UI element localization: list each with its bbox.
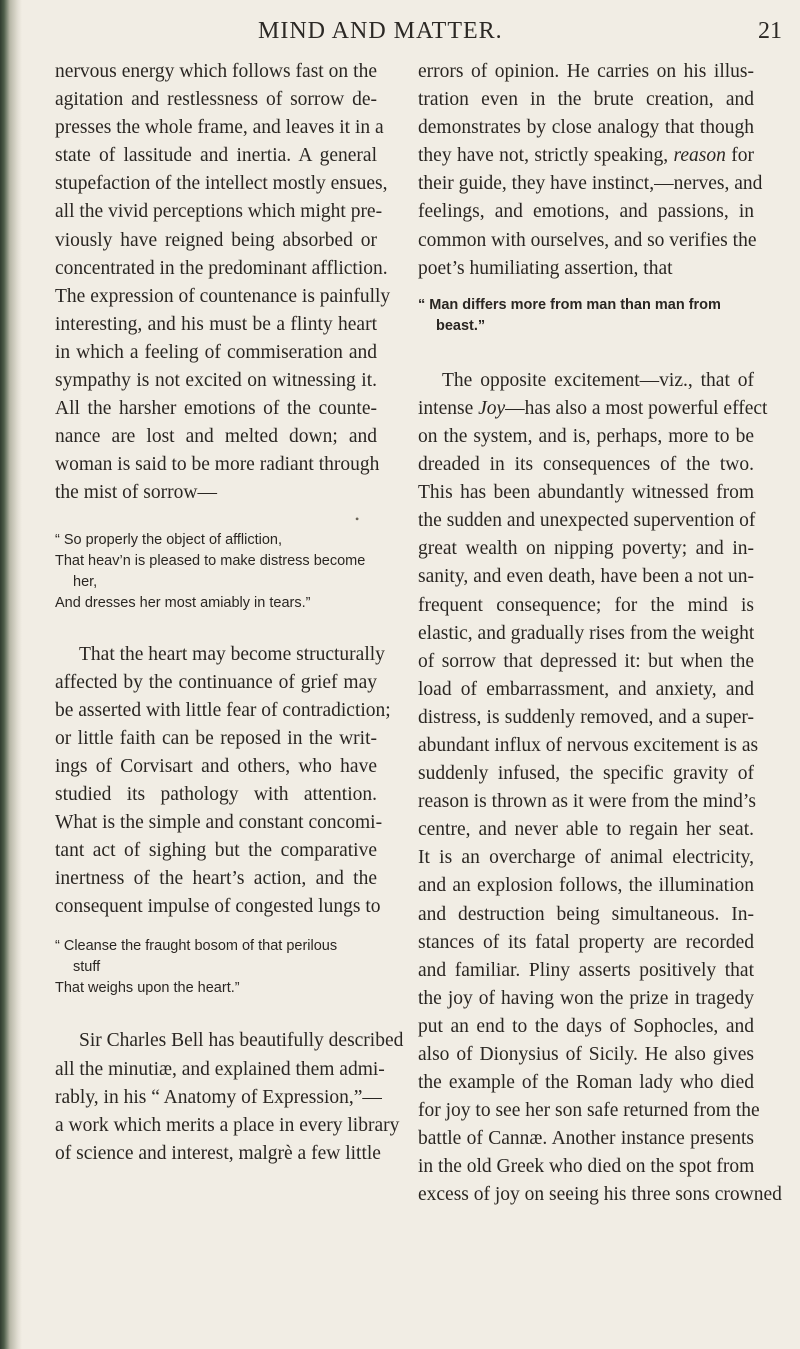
text-line: the sudden and unexpected supervention of [418,510,756,532]
text-line: All the harsher emotions of the counte- [55,398,377,420]
text-line: abundant influx of nervous excitement is as [418,734,759,756]
text-line: or little faith can be reposed in the writ- [55,727,377,749]
text-line: great wealth on nipping poverty; and in- [418,538,754,560]
text-line: viously have reigned being absorbed or [55,229,377,251]
text-line: Sir Charles Bell has beautifully described [79,1030,404,1052]
italic-word: reason [673,145,726,167]
quote-line: “ Man differs more from man than man from [418,296,721,313]
quote-line: her, [73,573,98,590]
text-line: be asserted with little fear of contradiction; [55,699,391,721]
text-line: presses the whole frame, and leaves it in a [55,117,384,139]
text-line: elastic, and gradually rises from the weight [418,622,755,644]
left-paragraph-3 [55,1027,404,1167]
text-line: load of embarrassment, and anxiety, and [418,678,754,700]
quote-line: And dresses her most amiably in tears.” [55,594,311,611]
page-header [0,14,800,44]
text-line: nance are lost and melted down; and [55,426,377,448]
text-line: studied its pathology with attention. [55,783,377,805]
page-number: 21 [758,18,782,44]
text-line: the example of the Roman lady who died [418,1072,754,1094]
italic-word: Joy [478,397,506,419]
text-line: poet’s humiliating assertion, that [418,257,673,279]
right-column [418,58,782,1210]
quote-line: That heav’n is pleased to make distress become [55,552,366,569]
text-line: inertness of the heart’s action, and the [55,868,377,890]
text-line: excess of joy on seeing his three sons crowned [418,1184,782,1206]
right-quote-1 [418,295,754,337]
text-line: reason is thrown as it were from the mind’s [418,791,756,813]
text-line: the mist of sorrow— [55,482,217,504]
quote-line: stuff [73,959,101,976]
quote-line: beast.” [436,317,486,334]
text-line: battle of Cannæ. Another instance presents [418,1128,754,1150]
text-line: demonstrates by close analogy that though [418,117,754,139]
text-line: That the heart may become structurally [79,643,385,665]
running-title: MIND AND MATTER. [258,18,503,44]
text-line: their guide, they have instinct,—nerves, and [418,173,763,195]
text-line: they have not, strictly speaking, reason for [418,145,754,167]
text-line: consequent impulse of congested lungs to [55,896,381,918]
left-quote-1 [55,530,377,614]
stray-mark: • [355,511,360,526]
text-line: state of lassitude and inertia. A general [55,145,377,167]
text-line: nervous energy which follows fast on the [55,61,377,82]
text-line: concentrated in the predominant affliction. [55,257,388,279]
text-line: all the minutiæ, and explained them admi- [55,1058,385,1080]
text-line: interesting, and his must be a flinty heart [55,313,377,335]
text-line: sanity, and even death, have been a not un- [418,566,754,588]
left-paragraph-1 [55,58,391,508]
text-line: on the system, and is, perhaps, more to be [418,425,754,447]
text-line: rably, in his “ Anatomy of Expression,”— [55,1086,382,1108]
text-line: stances of its fatal property are recorded [418,931,754,953]
text-line: for joy to see her son safe returned from the [418,1100,760,1122]
text-line: common with ourselves, and so verifies the [418,229,757,251]
text-line: centre, and never able to regain her seat. [418,819,754,841]
quote-line: “ So properly the object of affliction, [55,531,283,548]
text-line: This has been abundantly witnessed from [418,482,754,504]
text-line: woman is said to be more radiant through [55,454,380,476]
text-line: and familiar. Pliny asserts positively that [418,959,754,981]
text-line: sympathy is not excited on witnessing it. [55,370,377,392]
text-line: The opposite excitement—viz., that of [442,369,754,391]
text-line: in which a feeling of commiseration and [55,341,377,363]
text-line: a work which merits a place in every library [55,1114,400,1136]
book-spine-shadow [0,0,22,1349]
text-line: suddenly infused, the specific gravity of [418,763,754,785]
text-line: What is the simple and constant concomi- [55,812,383,834]
text-line: the joy of having won the prize in tragedy [418,987,754,1009]
text-line: dreaded in its consequences of the two. [418,454,754,476]
text-line: distress, is suddenly removed, and a super- [418,706,754,728]
text-line: The expression of countenance is painfully [55,285,391,307]
quote-line: That weighs upon the heart.” [55,980,240,997]
text-line: stupefaction of the intellect mostly ensues, [55,173,388,195]
text-line: of science and interest, malgrè a few little [55,1142,381,1164]
left-quote-2 [55,936,377,999]
text-line: ings of Corvisart and others, who have [55,755,377,777]
right-paragraph-2 [418,367,782,1210]
text-line: tant act of sighing but the comparative [55,840,377,862]
text-line: intense Joy—has also a most powerful effect [418,397,768,419]
text-line: all the vivid perceptions which might pre- [55,201,383,223]
text-line: errors of opinion. He carries on his illus- [418,61,754,82]
text-line: It is an overcharge of animal electricity, [418,847,754,869]
left-column [55,58,404,1168]
text-line: feelings, and emotions, and passions, in [418,201,754,223]
right-paragraph-1 [418,58,763,283]
text-line: and destruction being simultaneous. In- [418,903,754,925]
text-line: agitation and restlessness of sorrow de- [55,89,377,111]
text-line: frequent consequence; for the mind is [418,594,754,616]
text-line: affected by the continuance of grief may [55,671,377,693]
text-line: put an end to the days of Sophocles, and [418,1015,754,1037]
text-line: tration even in the brute creation, and [418,89,754,111]
mark-spacer [55,508,377,536]
quote-line: “ Cleanse the fraught bosom of that perilous [55,938,338,955]
text-line: in the old Greek who died on the spot from [418,1156,755,1178]
text-line: and an explosion follows, the illumination [418,875,754,897]
left-paragraph-2 [55,641,391,922]
text-line: of sorrow that depressed it: but when the [418,650,754,672]
text-line: also of Dionysius of Sicily. He also gives [418,1044,754,1065]
